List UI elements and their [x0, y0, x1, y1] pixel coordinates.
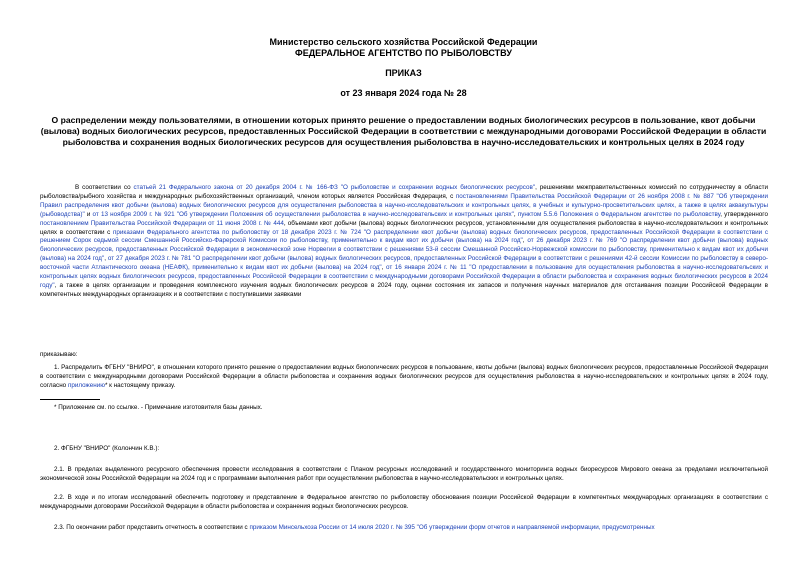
preamble-text: ,	[522, 237, 528, 245]
link-order-769[interactable]: от 26 декабря 2023 г. № 769 "О распределении квот добычи (вылова) водных биологических ресурсов, предоставленных Российской Федерации в экономической зоне Норвегии в соответствии с решениями 53-й сессии Смешанной Российско-Норвежской комиссии по рыболовству, применительно к видам квот их добычи (вылова) на 2024 год"	[40, 237, 769, 263]
preamble-text: В соответствии со	[75, 184, 134, 191]
preamble-text: и	[84, 210, 93, 218]
preamble-text: ,	[381, 264, 386, 272]
link-order-781[interactable]: от 27 декабря 2023 г. № 781 "О распределении квот добычи (вылова) водных биологических ресурсов, предоставленных Российской Федерации в соответствии с решениями 42-й сессии Комиссии по рыболовству в северо-восточной части Атлантического океана (НЕАФК), применительно к видам квот их добычи (вылова) на 2024 год"	[40, 255, 768, 272]
footnote-divider	[40, 399, 100, 400]
item-2-2: 2.2. В ходе и по итогам исследований обеспечить подготовку и представление в Федеральное агентство по рыболовству обоснования позиции Российской Федерации в компетентных международных организациях в соответствии с международными договорами Российской Федерации в области рыболовства и сохранения водных биологических ресурсов.	[40, 494, 768, 510]
order-clause: приказываю:	[40, 351, 78, 358]
document-type: ПРИКАЗ	[385, 68, 422, 78]
link-clause-5-5-6[interactable]: пунктом 5.5.6 Положения о Федеральном агентстве по рыболовству	[517, 210, 721, 218]
preamble-text: ,	[513, 210, 518, 218]
footnote: * Приложение см. по ссылке. - Примечание изготовителя базы данных.	[54, 404, 263, 411]
link-decree-921[interactable]: от 13 ноября 2009 г. № 921 "Об утверждении Положения об осуществлении рыболовства в научно-исследовательских и контрольных целях"	[92, 210, 514, 218]
link-order-724[interactable]: приказами Федерального агентства по рыболовству от 18 декабря 2023 г. № 724 "О распределении квот добычи (вылова) водных биологических ресурсов, предоставленных Российской Федерации в соответствии с решением Сорок седьмой сессии Смешанной Российско-Фарерской Комиссии по рыболовству, применительно к видам квот их добычи (вылова) на 2024 год"	[40, 228, 768, 245]
agency-name: ФЕДЕРАЛЬНОЕ АГЕНТСТВО ПО РЫБОЛОВСТВУ	[295, 48, 512, 58]
preamble-paragraph	[40, 184, 768, 300]
ministry-name: Министерство сельского хозяйства Российской Федерации	[269, 37, 538, 47]
link-order-11[interactable]: от 16 января 2024 г. № 11 "О предоставлении в пользование для осуществления рыболовства в научно-исследовательских и контрольных целях водных биологических ресурсов, предоставленных Российской Федерации в соответствии с международными договорами Российской Федерации в области рыболовства и сохранения водных биологических ресурсов в 2024 году"	[40, 264, 768, 289]
preamble-text: ,	[104, 255, 108, 263]
link-decree-887[interactable]: постановлениями Правительства Российской Федерации от 26 ноября 2008 г. № 887 "Об утверждении Правил распределения квот добычи (вылова) водных биологических ресурсов для осуществления рыболовства в научно-исследовательских и контрольных целях, в учебных и культурно-просветительских целях, а также в целях аквакультуры (рыбоводства)"	[40, 192, 768, 218]
link-order-395[interactable]: приказом Минсельхоза России от 14 июля 2020 г. № 395 "Об утверждении форм отчетов и направляемой информации, предусмотренных	[249, 524, 655, 531]
link-decree-444[interactable]: постановлением Правительства Российской Федерации от 11 июня 2008 г. № 444	[40, 219, 284, 227]
item-2: 2. ФГБНУ "ВНИРО" (Колончин К.В.):	[54, 445, 160, 452]
item-2-3-text: 2.3. По окончании работ представить отчетность в соответствии с	[54, 524, 250, 531]
preamble-text: , объемами квот добычи (вылова) водных биологических ресурсов, установленными для осуществления рыболовства в научно-исследовательских и контрольных целях в соответствии с	[40, 219, 768, 236]
item-1	[40, 364, 768, 391]
item-1-text: * к настоящему приказу.	[104, 381, 176, 389]
preamble-text: , а также в целях организации и проведения комплексного изучения водных биологических ресурсов в 2024 году, оценки состояния их запасов и получения научных материалов для отстаивания позиции Российской Федерации в компетентных международных организациях и в соответствии с поступившими заявками	[40, 281, 768, 298]
preamble-text: , утвержденного	[720, 210, 768, 218]
item-2-1: 2.1. В пределах выделенного ресурсного обеспечения провести исследования в соответствии с Планом ресурсных исследований и государственного мониторинга водных биоресурсов Мирового океана за пределами исключительной экономической зоны Российской Федерации на 2024 год и с программами выполнения работ при осуществлении рыболовства в научно-исследовательских и контрольных целях.	[40, 466, 768, 482]
item-1-text: 1. Распределить ФГБНУ "ВНИРО", в отношении которого принято решение о предоставлении водных биологических ресурсов в пользование, квоты добычи (вылова) водных биологических ресурсов, предоставленные Российской Федерации в соответствии с международными договорами Российской Федерации в области рыболовства и сохранения водных биологических ресурсов для осуществления рыболовства в научно-исследовательских и контрольных целях в 2024 году, согласно	[40, 364, 768, 389]
link-appendix[interactable]: приложению	[67, 381, 105, 389]
document-title: О распределении между пользователями, в отношении которых принято решение о предоставлении водных биологических ресурсов в пользование, квот добычи (вылова) водных биологических ресурсов, предоставленных Российской Федерации в соответствии с международными договорами Российской Федерации в области рыболовства и сохранения водных биологических ресурсов для осуществления рыболовства в научно-исследовательских и контрольных целях в 2024 году	[40, 115, 767, 147]
document-date-number: от 23 января 2024 года № 28	[340, 88, 467, 98]
preamble-text: , решениями межправительственных комиссий по сотрудничеству в области рыболовства/рыбного хозяйства и международных рыбохозяйственных организаций, членом которых является Российская Федерация, с	[40, 184, 769, 200]
link-federal-law-166[interactable]: статьей 21 Федерального закона от 20 декабря 2004 г. № 166-ФЗ "О рыболовстве и сохранении водных биологических ресурсов"	[133, 184, 536, 191]
item-2-3	[40, 524, 768, 533]
